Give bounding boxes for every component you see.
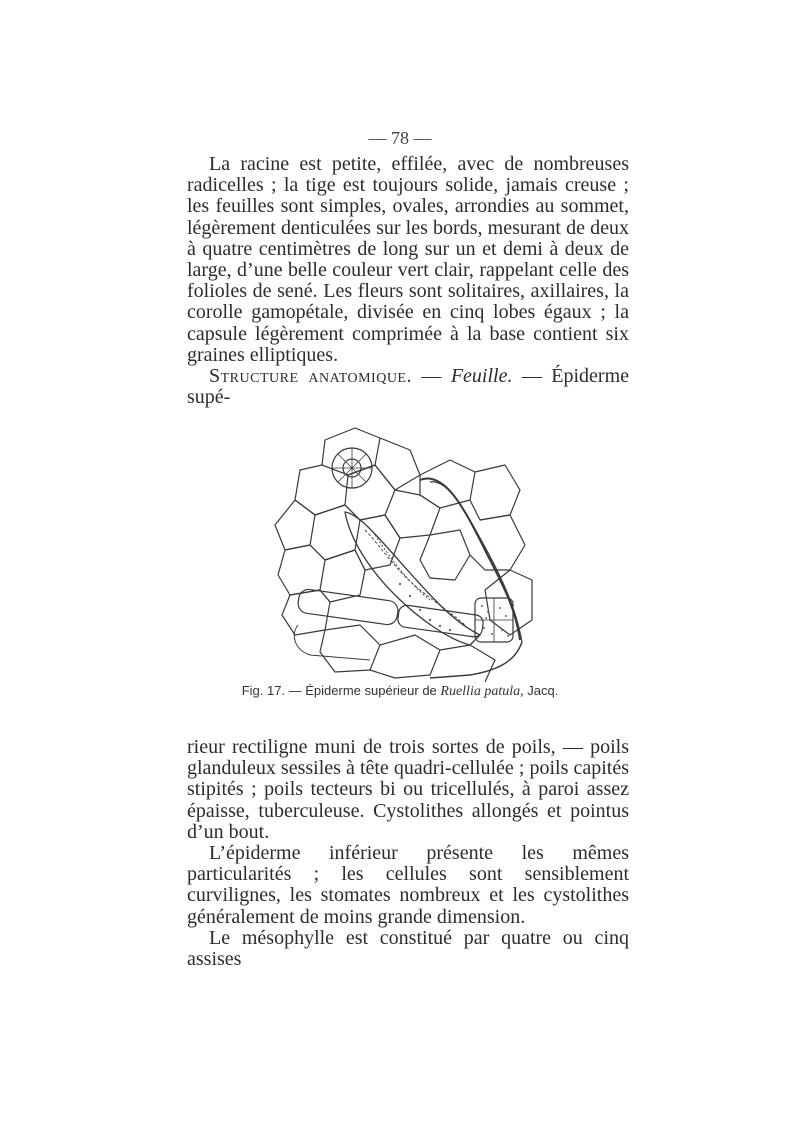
caption-species: Ruellia patula, xyxy=(440,684,524,699)
epidermis-cells-drawing xyxy=(270,420,540,682)
epidermis-illustration xyxy=(270,420,540,682)
em-dash: — xyxy=(412,365,451,388)
em-dash: — xyxy=(512,365,552,388)
paragraph-epidermis-continued: rieur rectiligne muni de trois sortes de poils, — poils glanduleux sessiles à tête quadri-cellulée ; poils capités stipités ; poils tecteurs bi ou tricellulés, à paroi assez épaisse, tuberculeuse. Cystolithes allongés et pointus d’un bout. xyxy=(187,736,629,843)
paragraph-lower-epidermis: L’épiderme inférieur présente les mêmes particularités ; les cellules sont sensiblement curvilignes, les stomates nombreux et les cystolithes généralement de moins grande dimension. xyxy=(187,842,629,928)
caption-author: Jacq. xyxy=(523,683,559,698)
section-heading: Structure anatomique. xyxy=(209,365,412,388)
paragraph-mesophyll: Le mésophylle est constitué par quatre ou cinq assises xyxy=(187,926,629,971)
paragraph-plant-description: La racine est petite, effilée, avec de nombreuses radicelles ; la tige est toujours solide, jamais creuse ; les feuilles sont simples, ovales, arrondies au sommet, légèrement denticulées sur les bords, mesurant de deux à quatre centimètres de long sur un et demi à deux de large, d’une belle couleur vert clair, rappelant celle des folioles de sené. Les fleurs sont solitaires, axillaires, la corolle gamopétale, divisée en cinq lobes égaux ; la capsule légèrement comprimée à la base contient six graines elliptiques. xyxy=(187,153,629,366)
subsection-heading: Feuille. xyxy=(450,365,513,388)
page-number: — 78 — xyxy=(368,128,432,148)
lower-text-block xyxy=(187,737,629,970)
caption-prefix: Fig. 17. — Épiderme supérieur de xyxy=(241,683,441,698)
upper-text-block xyxy=(187,154,629,408)
paragraph-text: Épiderme supé- xyxy=(187,365,630,409)
figure-caption xyxy=(0,683,800,700)
paragraph-anatomical-structure xyxy=(187,366,629,408)
